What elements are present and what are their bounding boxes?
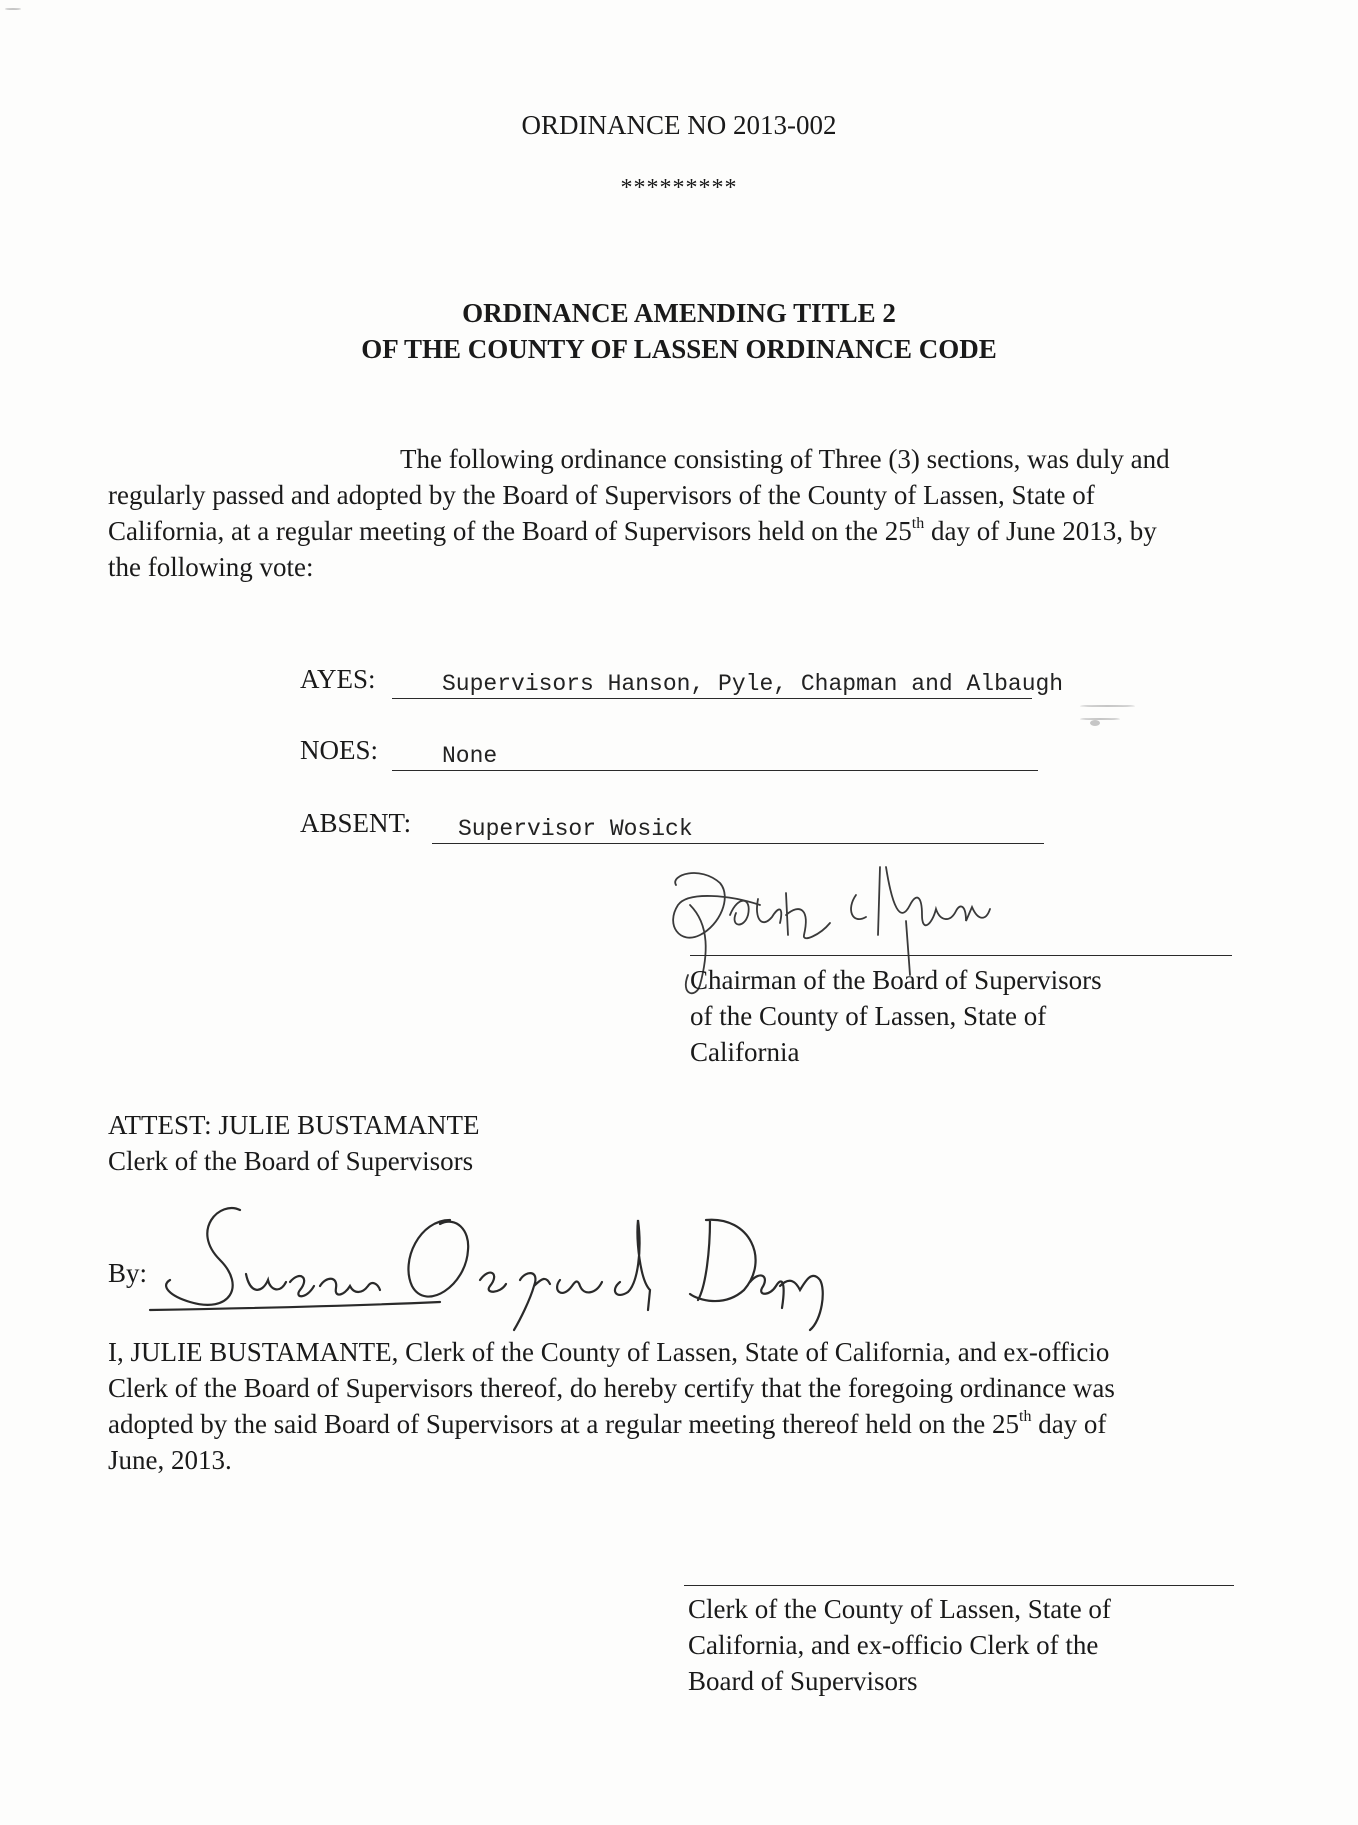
certification-line-1: I, JULIE BUSTAMANTE, Clerk of the County of Lassen, State of California, and ex-officio: [108, 1337, 1110, 1367]
certification-line-3: adopted by the said Board of Supervisors at a regular meeting thereof held on the 25th day of: [108, 1408, 1107, 1439]
chairman-title-line-2: of the County of Lassen, State of: [690, 1001, 1047, 1031]
intro-line-4: the following vote:: [108, 552, 314, 582]
ayes-label: AYES:: [300, 664, 376, 694]
clerk-title-line-1: Clerk of the County of Lassen, State of: [688, 1594, 1111, 1624]
clerk-signature-line: [684, 1585, 1234, 1586]
absent-value: Supervisor Wosick: [458, 816, 693, 842]
intro-line-1: The following ordinance consisting of Three (3) sections, was duly and: [400, 444, 1170, 474]
ordinance-number: ORDINANCE NO 2013-002: [521, 110, 837, 140]
deputy-signature: [150, 1190, 830, 1340]
chairman-signature-line: [690, 955, 1232, 956]
noes-underline: [392, 770, 1038, 771]
attest-line-1: ATTEST: JULIE BUSTAMANTE: [108, 1110, 480, 1140]
certification-line-4: June, 2013.: [108, 1445, 232, 1475]
scan-speck: [5, 8, 21, 10]
absent-label: ABSENT:: [300, 808, 412, 838]
chairman-title-line-3: California: [690, 1037, 800, 1067]
absent-underline: [432, 843, 1044, 844]
ayes-value: Supervisors Hanson, Pyle, Chapman and Albaugh: [442, 671, 1064, 697]
certification-line-2: Clerk of the Board of Supervisors thereof, do hereby certify that the foregoing ordinance was: [108, 1373, 1115, 1403]
separator-stars: *********: [620, 175, 738, 201]
intro-line-3: California, at a regular meeting of the Board of Supervisors held on the 25th day of June 2013, by: [108, 515, 1157, 546]
intro-line-2: regularly passed and adopted by the Board of Supervisors of the County of Lassen, State of: [108, 480, 1095, 510]
ordinance-title: [0, 295, 1358, 367]
chairman-title-line-1: Chairman of the Board of Supervisors: [690, 965, 1102, 995]
title-line-2: OF THE COUNTY OF LASSEN ORDINANCE CODE: [361, 334, 997, 364]
scan-speck: [1090, 720, 1100, 726]
noes-value: None: [442, 743, 498, 769]
scan-speck: [1080, 705, 1135, 707]
by-label: By:: [108, 1258, 148, 1288]
ayes-underline: [392, 698, 1032, 699]
noes-label: NOES:: [300, 735, 379, 765]
scan-speck: [1080, 718, 1120, 720]
clerk-title-line-3: Board of Supervisors: [688, 1666, 918, 1696]
clerk-title-line-2: California, and ex-officio Clerk of the: [688, 1630, 1099, 1660]
title-line-1: ORDINANCE AMENDING TITLE 2: [462, 298, 896, 328]
attest-line-2: Clerk of the Board of Supervisors: [108, 1146, 474, 1176]
